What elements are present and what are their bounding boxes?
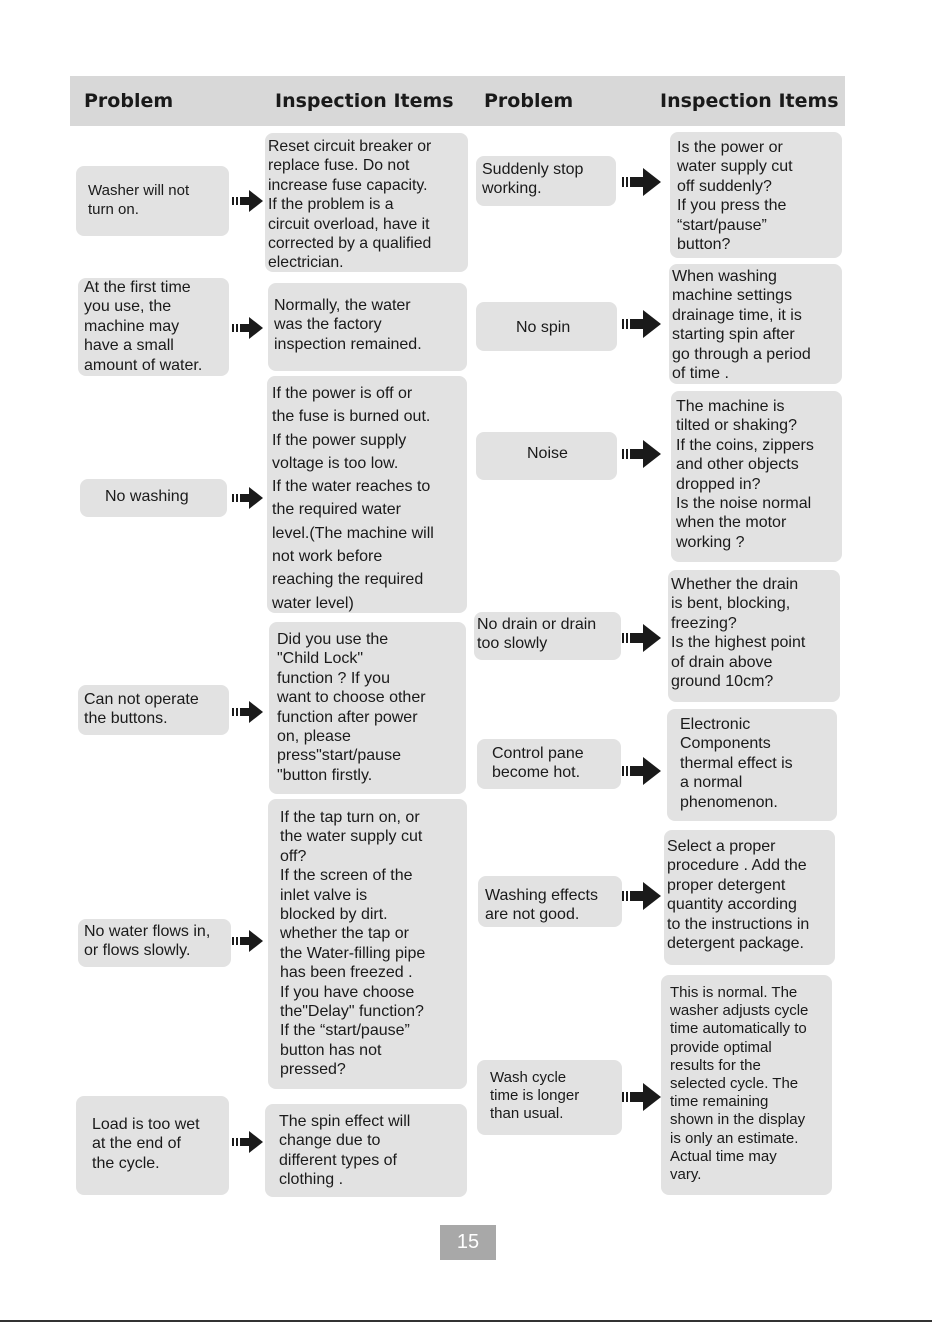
problem-text: Suddenly stop working. [482, 161, 584, 198]
problem-text: No water flows in, or flows slowly. [84, 923, 211, 960]
bottom-divider [0, 1320, 932, 1322]
right-arrow-icon [622, 757, 654, 781]
right-arrow-icon [232, 189, 264, 213]
problem-box [78, 278, 229, 376]
inspection-text: When washing machine settings drainage time, it is starting spin after go through a period of time . [672, 268, 811, 383]
right-arrow-icon [622, 882, 654, 906]
problem-text: Wash cycle time is longer than usual. [490, 1069, 580, 1122]
problem-text: No drain or drain too slowly [477, 616, 597, 653]
problem-box [474, 612, 621, 660]
problem-box [76, 166, 229, 236]
problem-box [78, 919, 231, 967]
inspection-box [269, 622, 466, 794]
right-arrow-icon [622, 168, 654, 192]
inspection-box [664, 830, 835, 965]
problem-text: At the first time you use, the machine may have a small amount of water. [84, 279, 203, 374]
right-arrow-icon [622, 310, 654, 334]
inspection-box [667, 709, 837, 821]
inspection-text: Is the power or water supply cut off suddenly? If you press the “start/pause” button? [677, 139, 793, 254]
inspection-box [268, 799, 467, 1089]
inspection-text: If the tap turn on, or the water supply cut off? If the screen of the inlet valve is blocked by dirt. whether the tap or the Water-filling pipe has been freezed . If you have choose the"Delay" function? If the “start/pause” button has not pressed? [280, 809, 426, 1079]
right-arrow-icon [232, 1130, 264, 1154]
inspection-text: This is normal. The washer adjusts cycle time automatically to provide optimal results for the selected cycle. The time remaining shown in the display is only an estimate. Actual time may vary. [670, 984, 809, 1184]
problem-text: Can not operate the buttons. [84, 691, 199, 728]
right-arrow-icon [232, 316, 264, 340]
right-arrow-icon [622, 624, 654, 648]
inspection-box [668, 570, 840, 702]
inspection-text: Normally, the water was the factory inspection remained. [274, 297, 422, 353]
right-arrow-icon [232, 700, 264, 724]
problem-box [477, 1060, 622, 1135]
problem-box [76, 1096, 229, 1195]
inspection-box [265, 1104, 467, 1197]
problem-box [78, 685, 229, 735]
header-inspection-left: Inspection Items [275, 90, 454, 112]
page-number: 15 [440, 1225, 496, 1260]
problem-box [476, 156, 616, 206]
problem-text: Noise [527, 445, 568, 462]
inspection-text: The spin effect will change due to different types of clothing . [279, 1113, 411, 1189]
right-arrow-icon [622, 440, 654, 464]
inspection-text: The machine is tilted or shaking? If the coins, zippers and other objects dropped in? Is the noise normal when the motor working ? [676, 398, 814, 551]
problem-box [477, 739, 621, 789]
problem-text: Load is too wet at the end of the cycle. [92, 1116, 200, 1172]
problem-box [478, 876, 622, 927]
inspection-box [671, 391, 842, 562]
header-problem-right: Problem [484, 90, 574, 112]
inspection-box [670, 132, 842, 258]
problem-text: Control pane become hot. [492, 745, 584, 782]
inspection-box [265, 133, 468, 272]
inspection-text: Electronic Components thermal effect is a normal phenomenon. [680, 716, 793, 811]
inspection-box [267, 376, 467, 613]
right-arrow-icon [232, 486, 264, 510]
inspection-text: Select a proper procedure . Add the proper detergent quantity according to the instructions in detergent package. [667, 838, 810, 953]
inspection-text: If the power is off or the fuse is burned out. If the power supply voltage is too low. If the water reaches to the required water level.(The machine will not work before reaching the required water level) [272, 385, 434, 612]
problem-box [476, 432, 617, 480]
inspection-box [268, 283, 467, 371]
header-inspection-right: Inspection Items [660, 90, 839, 112]
inspection-box [661, 975, 832, 1195]
problem-box [80, 479, 227, 517]
right-arrow-icon [232, 929, 264, 953]
table-header [70, 76, 845, 126]
inspection-text: Did you use the "Child Lock" function ? If you want to choose other function after power on, please press"start/pause "button firstly. [277, 631, 426, 784]
problem-box [476, 302, 617, 351]
problem-text: Washing effects are not good. [485, 887, 598, 924]
inspection-text: Whether the drain is bent, blocking, freezing? Is the highest point of drain above ground 10cm? [671, 576, 806, 691]
problem-text: No spin [516, 319, 571, 336]
inspection-box [669, 264, 842, 384]
inspection-text: Reset circuit breaker or replace fuse. Do not increase fuse capacity. If the problem is a circuit overload, have it corrected by a qualified electrician. [268, 138, 432, 272]
problem-text: Washer will not turn on. [88, 182, 190, 219]
right-arrow-icon [622, 1083, 654, 1107]
problem-text: No washing [105, 488, 189, 505]
header-problem-left: Problem [84, 90, 174, 112]
